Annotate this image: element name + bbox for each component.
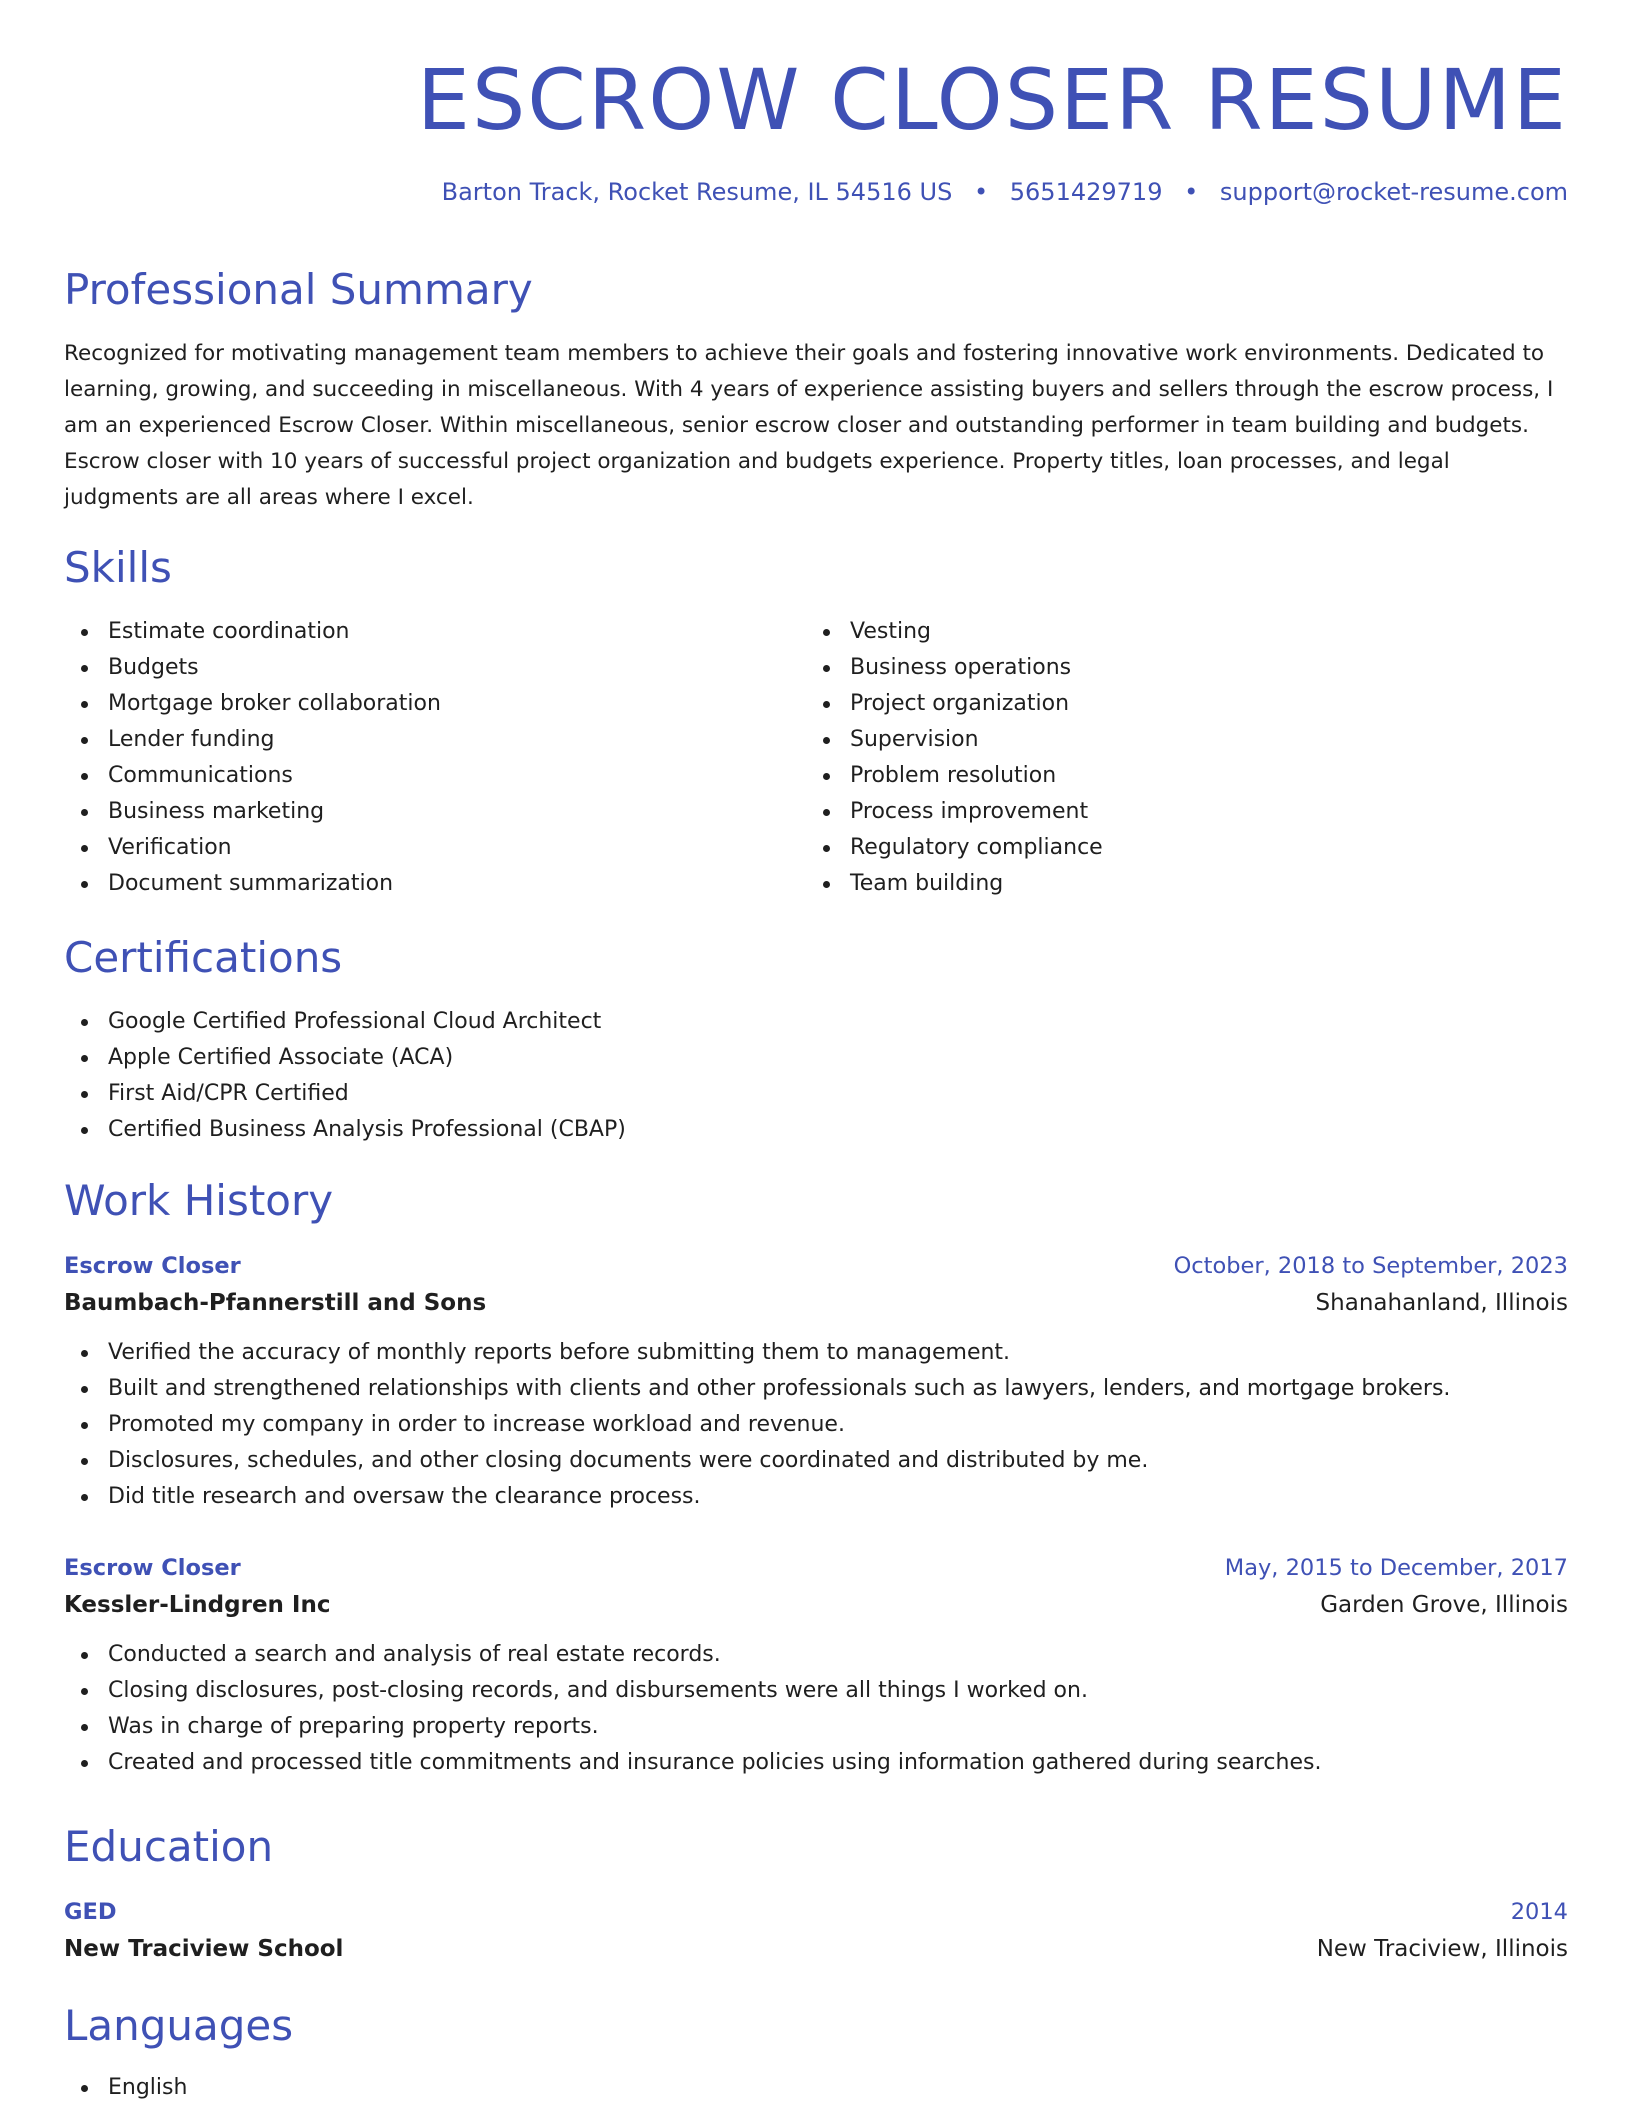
languages-list bbox=[64, 2070, 1568, 2106]
skills-list-left bbox=[64, 614, 806, 902]
skill-item: Verification bbox=[64, 830, 806, 866]
skill-item: Document summarization bbox=[64, 866, 806, 902]
education-school: New Traciview School bbox=[64, 1936, 344, 1962]
job-bullet: Was in charge of preparing property reports. bbox=[64, 1709, 1568, 1745]
education-entry bbox=[64, 1895, 1568, 1969]
job-bullet: Built and strengthened relationships with clients and other professionals such as lawyers, lenders, and mortgage brokers. bbox=[64, 1371, 1568, 1407]
skills-grid bbox=[64, 614, 1568, 902]
job-dates: October, 2018 to September, 2023 bbox=[1173, 1253, 1568, 1279]
resume-header bbox=[64, 0, 1568, 208]
education-section bbox=[64, 1821, 1568, 1969]
job-bullet: Did title research and oversaw the clearance process. bbox=[64, 1479, 1568, 1515]
summary-section bbox=[64, 264, 1568, 516]
skill-item: Regulatory compliance bbox=[806, 830, 1548, 866]
certifications-list bbox=[64, 1004, 1568, 1148]
skill-item: Supervision bbox=[806, 722, 1548, 758]
job-entry bbox=[64, 1249, 1568, 1515]
education-location: New Traciview, Illinois bbox=[1316, 1936, 1568, 1962]
certifications-section bbox=[64, 932, 1568, 1148]
languages-heading: Languages bbox=[64, 2001, 294, 2050]
languages-section bbox=[64, 2000, 1568, 2106]
education-degree-row bbox=[64, 1895, 1568, 1929]
job-title: Escrow Closer bbox=[64, 1555, 241, 1581]
job-entry bbox=[64, 1551, 1568, 1781]
skills-list-right bbox=[806, 614, 1548, 902]
certifications-heading: Certifications bbox=[64, 933, 343, 982]
certification-item: Google Certified Professional Cloud Architect bbox=[64, 1004, 1568, 1040]
skill-item: Business marketing bbox=[64, 794, 806, 830]
work-history-section bbox=[64, 1175, 1568, 1781]
contact-phone: 5651429719 bbox=[1009, 178, 1163, 206]
certification-item: Certified Business Analysis Professional (CBAP) bbox=[64, 1112, 1568, 1148]
skill-item: Problem resolution bbox=[806, 758, 1548, 794]
job-bullet: Promoted my company in order to increase workload and revenue. bbox=[64, 1407, 1568, 1443]
skill-item: Process improvement bbox=[806, 794, 1548, 830]
skill-item: Project organization bbox=[806, 686, 1548, 722]
contact-email[interactable]: support@rocket-resume.com bbox=[1219, 178, 1568, 206]
job-bullet: Disclosures, schedules, and other closing documents were coordinated and distributed by me. bbox=[64, 1443, 1568, 1479]
job-bullet: Created and processed title commitments and insurance policies using information gathered during searches. bbox=[64, 1745, 1568, 1781]
certification-item: First Aid/CPR Certified bbox=[64, 1076, 1568, 1112]
skill-item: Communications bbox=[64, 758, 806, 794]
skill-item: Business operations bbox=[806, 650, 1548, 686]
job-bullets bbox=[64, 1637, 1568, 1781]
certification-item: Apple Certified Associate (ACA) bbox=[64, 1040, 1568, 1076]
job-bullet: Verified the accuracy of monthly reports before submitting them to management. bbox=[64, 1335, 1568, 1371]
job-location: Garden Grove, Illinois bbox=[1320, 1592, 1568, 1618]
skill-item: Estimate coordination bbox=[64, 614, 806, 650]
education-school-row bbox=[64, 1929, 1568, 1969]
summary-heading: Professional Summary bbox=[64, 265, 533, 314]
work-history-heading: Work History bbox=[64, 1176, 334, 1225]
skills-section bbox=[64, 542, 1568, 902]
skill-item: Vesting bbox=[806, 614, 1548, 650]
skill-item: Lender funding bbox=[64, 722, 806, 758]
job-company: Kessler-Lindgren Inc bbox=[64, 1592, 331, 1618]
education-degree: GED bbox=[64, 1899, 117, 1925]
contact-line bbox=[64, 176, 1568, 208]
education-year: 2014 bbox=[1510, 1899, 1568, 1925]
contact-separator: • bbox=[973, 178, 989, 206]
skill-item: Team building bbox=[806, 866, 1548, 902]
job-dates: May, 2015 to December, 2017 bbox=[1224, 1555, 1568, 1581]
skill-item: Budgets bbox=[64, 650, 806, 686]
job-title-row bbox=[64, 1551, 1568, 1585]
education-heading: Education bbox=[64, 1822, 274, 1871]
resume-title: ESCROW CLOSER RESUME bbox=[416, 51, 1568, 149]
job-bullet: Closing disclosures, post-closing records, and disbursements were all things I worked on. bbox=[64, 1673, 1568, 1709]
job-location: Shanahanland, Illinois bbox=[1315, 1290, 1568, 1316]
job-title: Escrow Closer bbox=[64, 1253, 241, 1279]
summary-text: Recognized for motivating management team members to achieve their goals and fostering innovative work environments. Dedicated to learning, growing, and succeeding in miscellaneous. With 4 years of experience assisting buyers and sellers through the escrow process, I am an experienced Escrow Closer. Within miscellaneous, senior escrow closer and outstanding performer in team building and budgets. Escrow closer with 10 years of successful project organization and budgets experience. Property titles, loan processes, and legal judgments are all areas where I excel. bbox=[64, 341, 1554, 510]
skill-item: Mortgage broker collaboration bbox=[64, 686, 806, 722]
job-bullets bbox=[64, 1335, 1568, 1515]
contact-separator: • bbox=[1184, 178, 1199, 206]
job-company-row bbox=[64, 1585, 1568, 1625]
job-title-row bbox=[64, 1249, 1568, 1283]
job-company-row bbox=[64, 1283, 1568, 1323]
contact-address: Barton Track, Rocket Resume, IL 54516 US bbox=[441, 178, 953, 206]
language-item: English bbox=[64, 2070, 1568, 2106]
job-bullet: Conducted a search and analysis of real estate records. bbox=[64, 1637, 1568, 1673]
skills-heading: Skills bbox=[64, 543, 172, 592]
job-company: Baumbach-Pfannerstill and Sons bbox=[64, 1290, 487, 1316]
